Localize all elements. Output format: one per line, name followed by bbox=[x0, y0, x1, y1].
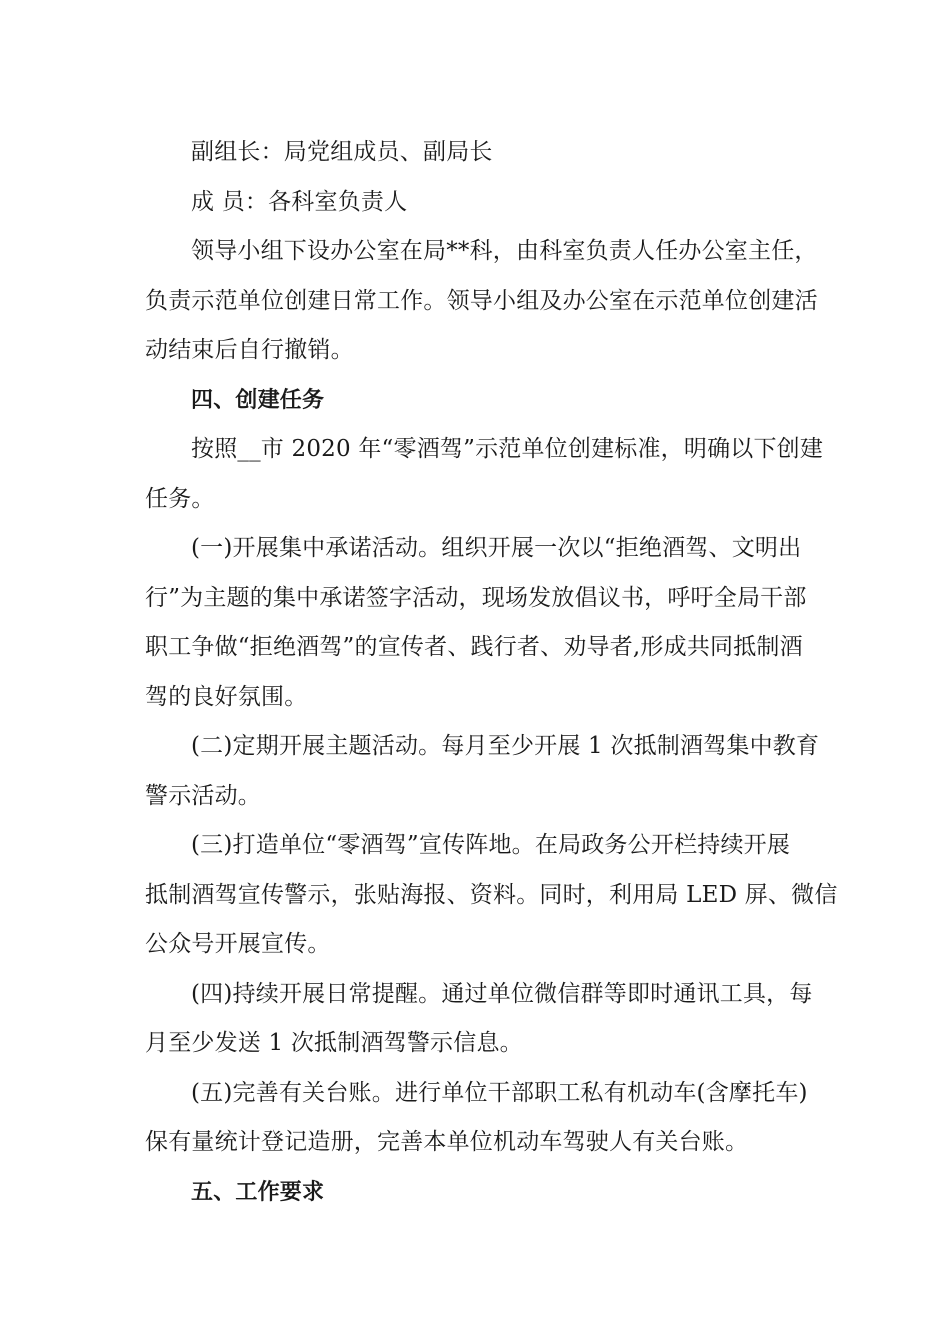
text-line-deputy-leader: 副组长：局党组成员、副局长 bbox=[191, 139, 493, 165]
paragraph-line: 按照__市 2020 年“零酒驾”示范单位创建标准，明确以下创建 bbox=[191, 436, 824, 462]
document-body bbox=[145, 128, 838, 1217]
text-line-members: 成 员：各科室负责人 bbox=[191, 188, 408, 215]
section-heading-requirements: 五、工作要求 bbox=[191, 1179, 325, 1205]
paragraph-line: (一)开展集中承诺活动。组织开展一次以“拒绝酒驾、文明出 bbox=[191, 535, 802, 561]
paragraph-line: 任务。 bbox=[145, 485, 215, 512]
paragraph-line: 动结束后自行撤销。 bbox=[145, 337, 354, 363]
paragraph-line: (四)持续开展日常提醒。通过单位微信群等即时通讯工具，每 bbox=[191, 980, 813, 1007]
paragraph-line: (五)完善有关台账。进行单位干部职工私有机动车(含摩托车) bbox=[191, 1079, 808, 1106]
paragraph-line: 行”为主题的集中承诺签字活动，现场发放倡议书，呼吁全局干部 bbox=[145, 584, 807, 611]
paragraph-line: (二)定期开展主题活动。每月至少开展 1 次抵制酒驾集中教育 bbox=[191, 733, 820, 759]
paragraph-line: 警示活动。 bbox=[145, 782, 261, 809]
paragraph-line: 领导小组下设办公室在局**科，由科室负责人任办公室主任， bbox=[191, 238, 818, 264]
paragraph-line: (三)打造单位“零酒驾”宣传阵地。在局政务公开栏持续开展 bbox=[191, 832, 791, 858]
paragraph-line: 保有量统计登记造册，完善本单位机动车驾驶人有关台账。 bbox=[145, 1129, 749, 1155]
section-heading-tasks: 四、创建任务 bbox=[191, 387, 325, 413]
paragraph-line: 月至少发送 1 次抵制酒驾警示信息。 bbox=[145, 1030, 523, 1056]
paragraph-line: 职工争做“拒绝酒驾”的宣传者、践行者、劝导者,形成共同抵制酒 bbox=[145, 634, 803, 660]
paragraph-line: 负责示范单位创建日常工作。领导小组及办公室在示范单位创建活 bbox=[145, 287, 818, 314]
paragraph-line: 公众号开展宣传。 bbox=[145, 931, 331, 957]
paragraph-line: 抵制酒驾宣传警示，张贴海报、资料。同时，利用局 LED 屏、微信 bbox=[145, 881, 838, 908]
paragraph-line: 驾的良好氛围。 bbox=[145, 683, 308, 710]
